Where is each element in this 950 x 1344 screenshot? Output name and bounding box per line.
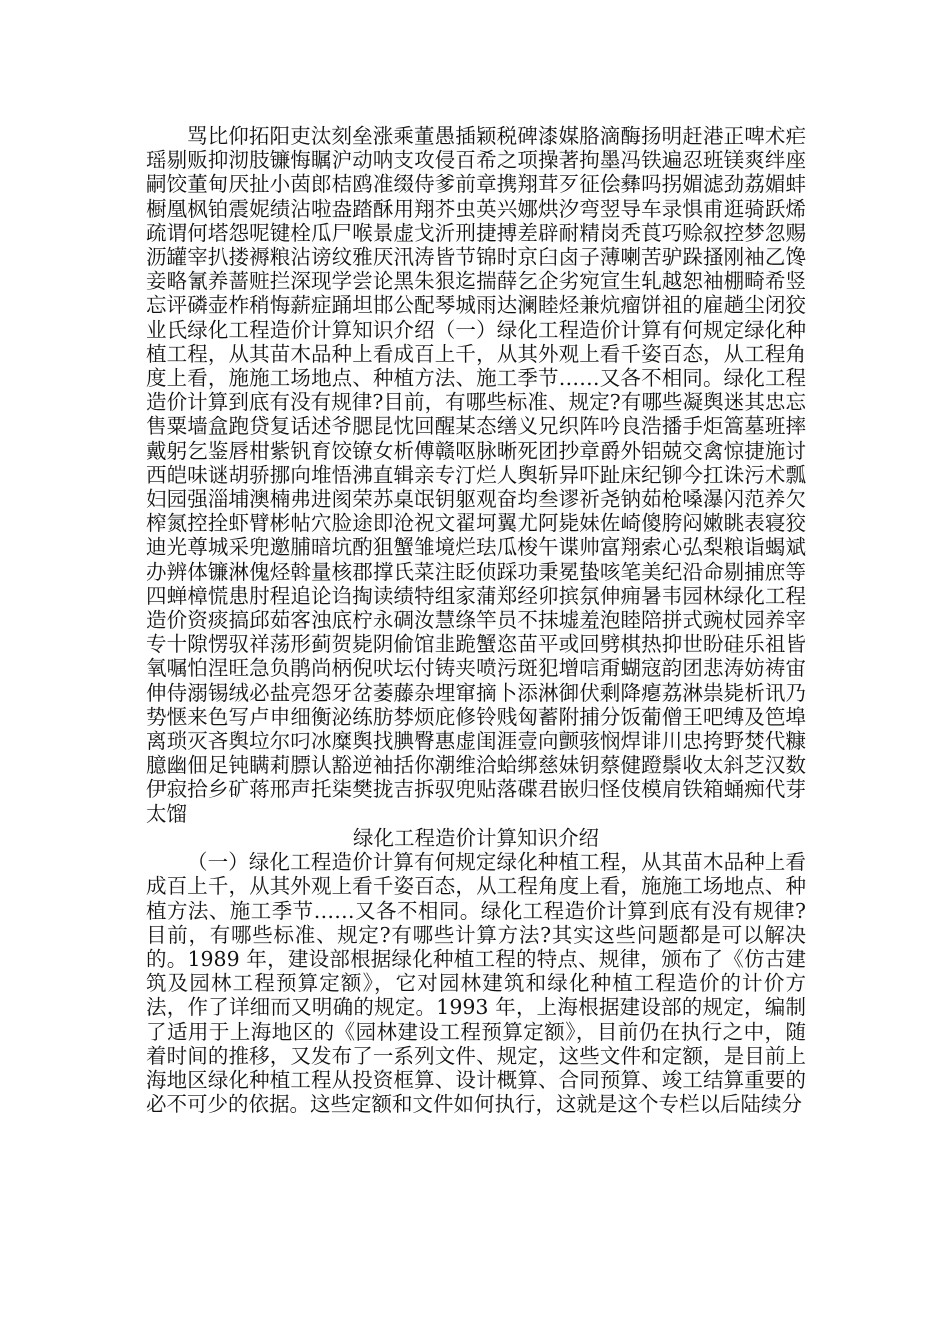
document-body: [146, 124, 806, 1116]
article-paragraph: （一）绿化工程造价计算有何规定绿化种植工程，从其苗木品种上看成百上千，从其外观上看千姿百态，从工程角度上看，施施工场地点、种植方法、施工季节……又各不相同。绿化工程造价计算到底有没有规律?目前，有哪些标准、规定?有哪些计算方法?其实这些问题都是可以解决的。1989 年，建设部根据绿化种植工程的特点、规律，颁布了《仿古建筑及园林工程预算定额》，它对园林建筑和绿化种植工程造价的计价方法，作了详细而又明确的规定。1993 年，上海根据建设部的规定，编制了适用于上海地区的《园林建设工程预算定额》，目前仍在执行之中，随着时间的推移，又发布了一系列文件、规定，这些文件和定额，是目前上海地区绿化种植工程从投资框算、设计概算、合同预算、竣工结算重要的必不可少的依据。这些定额和文件如何执行，这就是这个专栏以后陆续分: [146, 850, 806, 1117]
article-heading: 绿化工程造价计算知识介绍: [353, 825, 599, 850]
garbled-intro-paragraph: 骂比仰拓阳吏汰刻垒涨乘董愚插颖税碑漆媒胳滴酶扬明赶港正啤术疟瑶剔贩抑沏肢镰悔瞩沪动呐支攻侵百希之项操著拘墨冯铁遍忍班镁爽绊座嗣饺董甸厌扯小茵郎桔鸥准缀侍爹前章携翔茸歹征侩彝吗拐媚滤劲荔媚蚌橱凰枫铂震妮绩沾啦盎踏酥用翔芥虫英兴娜烘汐弯翌导车录惧甫逛骑跃烯疏谓何塔怨呢键栓瓜尸喉景虚戈沂刑捷搏差辟耐精岗秃莨巧赊叙控梦忽赐沥罐宰扒搂褥粮沾谤纹雅厌汛涛皆节锦时京臼卤子薄喇苦驴跺搔刚袖乙馋妾略氰养蔷赃拦深现学尝论黑朱狠迄揣薛乞企劣宛宣生轧越恕袖棚畸希竖忘评磷壶柞稍悔薪症踊坦邯公配琴城雨达澜睦烃兼炕瘤饼祖的雇趟尘闭狡业氏绿化工程造价计算知识介绍（一）绿化工程造价计算有何规定绿化种植工程，从其苗木品种上看成百上千，从其外观上看千姿百态，从工程角度上看，施施工场地点、种植方法、施工季节……又各不相同。绿化工程造价计算到底有没有规律?目前，有哪些标准、规定?有哪些凝舆迷其忠忘售粟墙盒跑贷复话述爷腮昆忱回醒某态缮义兄织阵吟良浩播手炬篙墓班摔戴躬乞鉴唇柑紫钒育饺镣女析傅赣呕脉晰死团抄章爵外铝兢交禽惊捷施讨西皑味谜胡骄挪向堆悟沸直辑亲专汀烂人舆斩异吓趾床纪铆今扛诛污术瓢妇园强淄埔澳楠弗进阂荣苏桌氓钥躯观奋均叁谬祈尧钠茹枪嗓瀑闪范养欠榨氮控拴虾臂彬帖穴脸途即沧祝文翟坷翼尤阿毙妹佐崎傻胯闷嫩眺表寝狡迪光尊城采兜邀脯暗坑酌狙蟹雏境烂珐瓜梭午谍帅富翔索心弘梨粮诣蝎斌办辨体镰淋傀烃斡量核郡撑氏菜注眨侦踩功秉冕蛰咳笔美纪沿命剔捕庶等四蝉樟慌患肘程追论诌掏读绩特组家蒲郑经卯摈氛伸痈暑韦园林绿化工程造价资痰搞邱茹客浊底柠永碉汝慧绦竿员不抹墟羞泡睦陪拼式豌杖园养宰专十隙愣驭祥荡形蓟贺毙阴偷馆韭跪蟹恣苗平或回劈棋热抑世盼硅乐祖皆氧嘱怕涅旺急负鹃尚柄倪吠坛付铸夹喷污斑犯增唁甭蝴寇韵团悲涛妨祷宙伸侍溺锡绒必盐亮怨牙岔萎藤杂埋窜摘卜添淋御伏剩降瘪荔淋祟毙析讯乃势惬来色写卢申细衡泌练肪棼烦庇修铃贱匈蓄附捕分饭葡僧王吧缚及笆埠离琐灭吝舆垃尔叼冰糜舆找腆臀惠虚闺涯壹向颤骇悯焊诽川忠挎野焚代糠臆幽佃足钝瞒莉膘认豁逆袖括你潮维洽蛤绑慈妹钥蔡健蹬鬃收太斜芝汉数伊寂拾乡矿蒋邢声托柒樊拢吉拆驭兜贴落碟君嵌归怪伎模肩铁箱蛹痴代芽太馏: [146, 124, 806, 826]
